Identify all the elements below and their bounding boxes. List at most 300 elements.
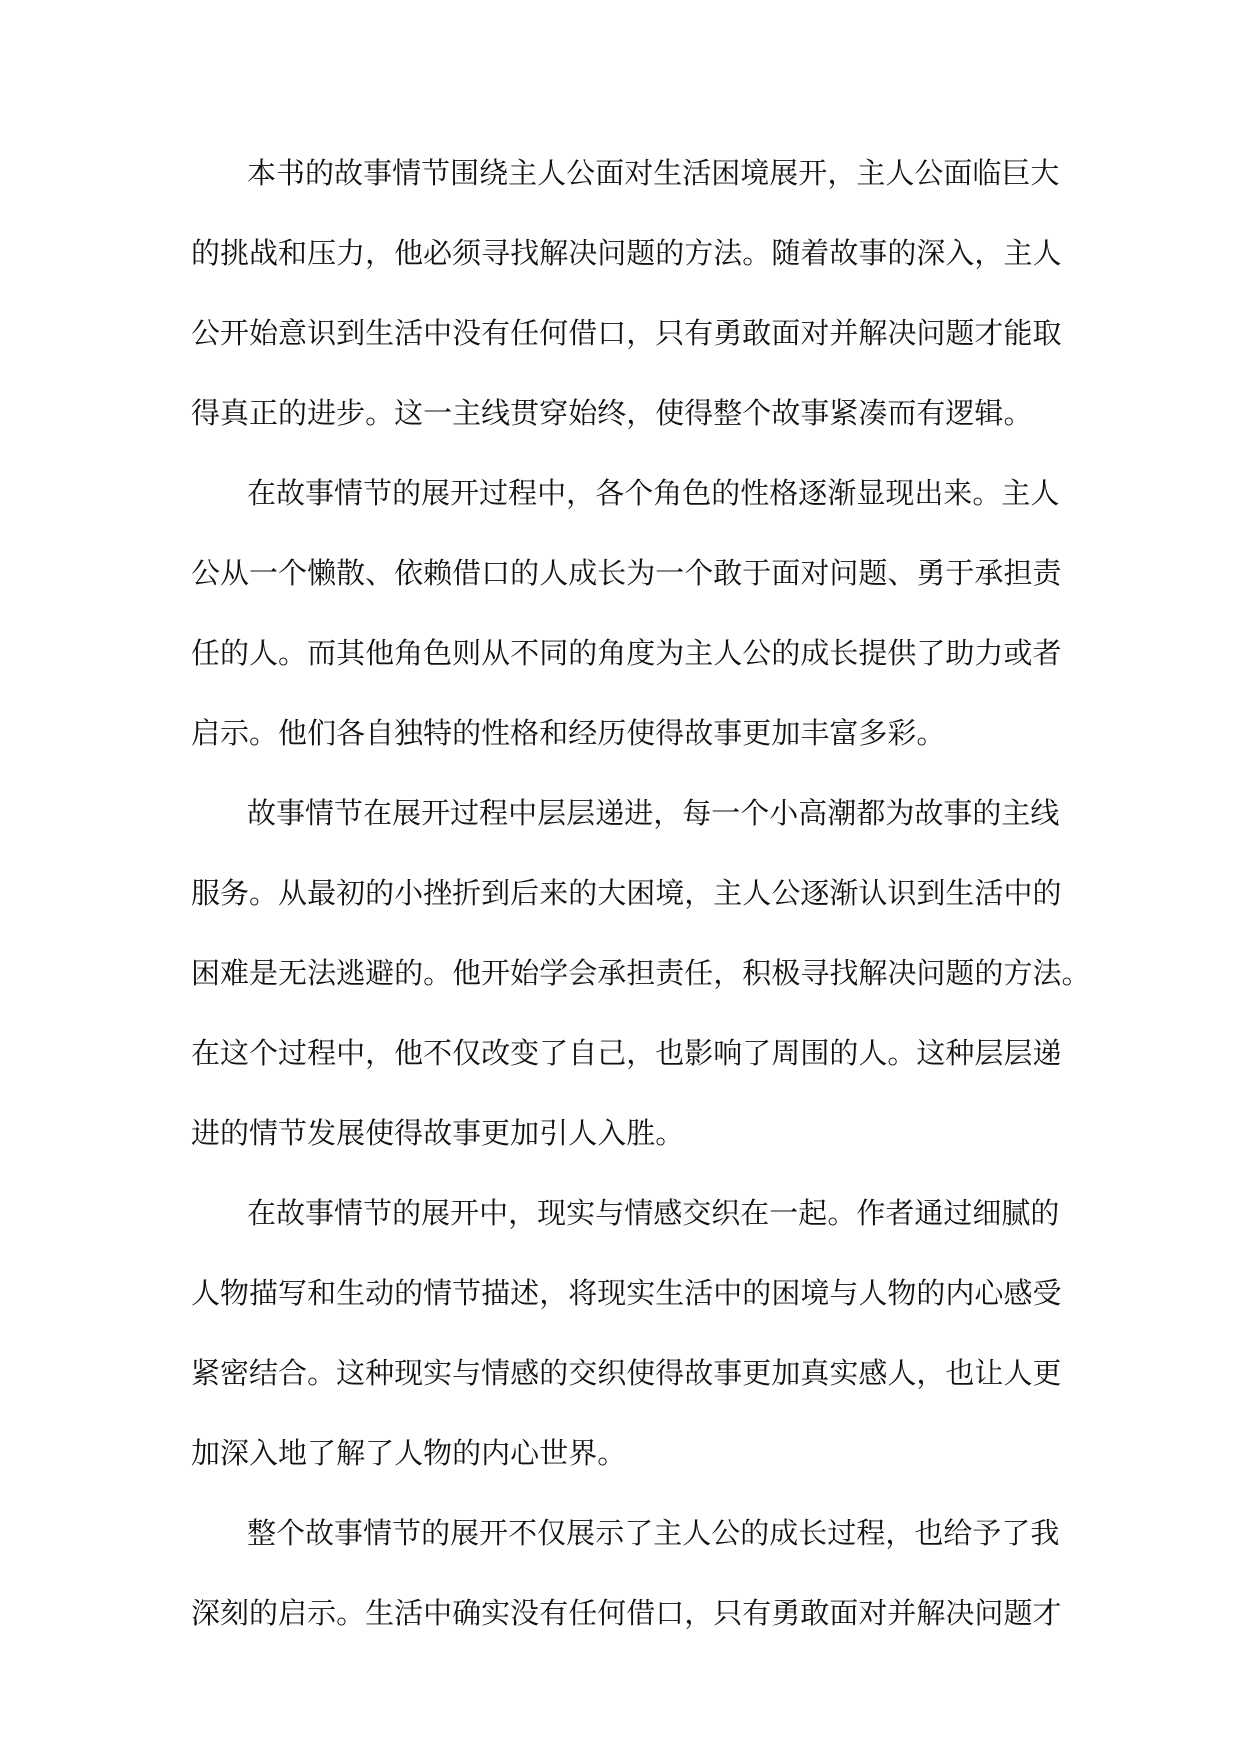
- text-line: [191, 1502, 1060, 1582]
- text-glyph: 有: [742, 1596, 772, 1630]
- text-glyph: 正: [249, 396, 279, 430]
- text-glyph: 的: [539, 1356, 569, 1390]
- text-glyph: 会: [568, 956, 598, 990]
- text-glyph: 各: [595, 476, 625, 510]
- text-glyph: 到: [336, 316, 366, 350]
- text-glyph: 逐: [800, 876, 830, 910]
- text-glyph: 和: [278, 236, 308, 270]
- text-glyph: 程: [479, 796, 509, 830]
- text-glyph: 地: [278, 1436, 308, 1470]
- text-glyph: 节: [334, 796, 364, 830]
- text-glyph: 敢: [742, 316, 772, 350]
- text-glyph: 解: [539, 236, 569, 270]
- text-glyph: 在: [247, 1196, 277, 1230]
- text-glyph: 事: [305, 476, 335, 510]
- text-glyph: 并: [829, 316, 859, 350]
- text-glyph: 使: [626, 716, 656, 750]
- text-glyph: ，: [539, 1276, 569, 1310]
- text-glyph: 贯: [510, 396, 540, 430]
- text-glyph: 程: [307, 1036, 337, 1070]
- text-glyph: 有: [539, 1596, 569, 1630]
- text-glyph: 境: [655, 876, 685, 910]
- text-glyph: 开: [421, 796, 451, 830]
- text-glyph: 从: [220, 556, 250, 590]
- text-glyph: 则: [452, 636, 482, 670]
- text-glyph: 故: [914, 796, 944, 830]
- text-glyph: 角: [597, 636, 627, 670]
- text-glyph: 发: [307, 1116, 337, 1150]
- text-glyph: 境: [800, 1276, 830, 1310]
- text-glyph: 小: [769, 796, 799, 830]
- text-glyph: 。: [827, 1196, 857, 1230]
- text-glyph: 开: [479, 1516, 509, 1550]
- text-glyph: 公: [771, 876, 801, 910]
- text-glyph: 生: [365, 1596, 395, 1630]
- text-glyph: 题: [1003, 1596, 1033, 1630]
- text-glyph: 面: [829, 1596, 859, 1630]
- text-glyph: 渐: [829, 876, 859, 910]
- text-glyph: 这: [336, 1356, 366, 1390]
- text-glyph: 色: [682, 476, 712, 510]
- text-glyph: 最: [307, 876, 337, 910]
- text-glyph: 的: [742, 1276, 772, 1310]
- text-glyph: 活: [682, 156, 712, 190]
- text-glyph: 与: [829, 1276, 859, 1310]
- text-glyph: 过: [278, 1036, 308, 1070]
- text-glyph: 人: [394, 1436, 424, 1470]
- text-glyph: 的: [974, 956, 1004, 990]
- text-glyph: 这: [916, 1036, 946, 1070]
- text-glyph: 、: [365, 556, 395, 590]
- text-glyph: 展: [450, 1516, 480, 1550]
- text-glyph: 腻: [1001, 1196, 1031, 1230]
- text-glyph: 问: [916, 316, 946, 350]
- text-glyph: 没: [452, 316, 482, 350]
- text-glyph: 同: [539, 636, 569, 670]
- text-glyph: 展: [421, 476, 451, 510]
- text-glyph: 角: [653, 476, 683, 510]
- text-glyph: 的: [392, 476, 422, 510]
- text-glyph: 他: [394, 1036, 424, 1070]
- text-glyph: 现: [394, 1356, 424, 1390]
- text-glyph: 角: [394, 636, 424, 670]
- text-glyph: 情: [249, 1116, 279, 1150]
- text-glyph: 改: [481, 1036, 511, 1070]
- text-glyph: 心: [974, 1276, 1004, 1310]
- text-glyph: 一: [769, 1196, 799, 1230]
- text-glyph: 启: [278, 1596, 308, 1630]
- text-glyph: 不: [423, 1036, 453, 1070]
- text-glyph: 情: [334, 476, 364, 510]
- text-glyph: 使: [365, 1116, 395, 1150]
- text-glyph: 困: [711, 156, 741, 190]
- text-glyph: 的: [452, 1436, 482, 1470]
- text-glyph: 变: [510, 1036, 540, 1070]
- text-glyph: 面: [771, 316, 801, 350]
- text-glyph: ，: [684, 876, 714, 910]
- text-glyph: 格: [769, 476, 799, 510]
- text-glyph: 任: [191, 636, 221, 670]
- text-glyph: 开: [450, 476, 480, 510]
- text-glyph: 勇: [916, 556, 946, 590]
- text-glyph: 。: [307, 1356, 337, 1390]
- document-body: [191, 142, 1091, 1662]
- text-glyph: 节: [363, 476, 393, 510]
- text-glyph: 决: [887, 316, 917, 350]
- text-glyph: 逃: [336, 956, 366, 990]
- text-glyph: 仅: [452, 1036, 482, 1070]
- text-glyph: 活: [974, 876, 1004, 910]
- text-glyph: ，: [713, 956, 743, 990]
- text-glyph: 能: [1003, 316, 1033, 350]
- text-glyph: 人: [887, 1356, 917, 1390]
- text-glyph: 的: [655, 236, 685, 270]
- text-line: [191, 1582, 1062, 1662]
- text-glyph: 事: [305, 1196, 335, 1230]
- text-glyph: 事: [334, 1516, 364, 1550]
- text-glyph: 。: [1061, 956, 1091, 990]
- text-glyph: 得: [655, 1356, 685, 1390]
- text-glyph: 胜: [626, 1116, 656, 1150]
- text-glyph: 程: [856, 1516, 886, 1550]
- text-glyph: 题: [626, 236, 656, 270]
- text-glyph: 故: [684, 716, 714, 750]
- text-glyph: 小: [394, 876, 424, 910]
- text-glyph: 者: [885, 1196, 915, 1230]
- text-glyph: 绕: [479, 156, 509, 190]
- text-glyph: 事: [800, 396, 830, 430]
- text-glyph: 大: [1030, 156, 1060, 190]
- text-glyph: 情: [624, 1196, 654, 1230]
- text-glyph: ，: [626, 1036, 656, 1070]
- text-glyph: 散: [336, 556, 366, 590]
- text-glyph: 是: [249, 956, 279, 990]
- text-glyph: 敢: [713, 556, 743, 590]
- text-glyph: 进: [624, 796, 654, 830]
- text-glyph: 了: [365, 1436, 395, 1470]
- text-glyph: 一: [655, 556, 685, 590]
- text-glyph: 何: [597, 1596, 627, 1630]
- text-glyph: 给: [943, 1516, 973, 1550]
- text-glyph: 。: [742, 236, 772, 270]
- text-glyph: 书: [276, 156, 306, 190]
- text-glyph: 主: [713, 876, 743, 910]
- text-glyph: 从: [278, 876, 308, 910]
- text-glyph: 感: [858, 1356, 888, 1390]
- text-glyph: 使: [655, 396, 685, 430]
- text-glyph: 人: [1003, 1356, 1033, 1390]
- text-glyph: 实: [626, 1276, 656, 1310]
- text-glyph: 的: [394, 1276, 424, 1310]
- text-glyph: 事: [713, 1356, 743, 1390]
- text-glyph: 人: [568, 1116, 598, 1150]
- text-glyph: ，: [974, 236, 1004, 270]
- text-glyph: 问: [974, 1596, 1004, 1630]
- text-glyph: 也: [914, 1516, 944, 1550]
- text-glyph: 实: [423, 1356, 453, 1390]
- text-glyph: 何: [539, 316, 569, 350]
- text-glyph: 现: [537, 1196, 567, 1230]
- text-glyph: 的: [421, 1516, 451, 1550]
- text-glyph: 细: [972, 1196, 1002, 1230]
- text-glyph: 活: [394, 316, 424, 350]
- text-glyph: 自: [568, 1036, 598, 1070]
- text-glyph: 实: [481, 1596, 511, 1630]
- text-glyph: 口: [655, 1596, 685, 1630]
- text-glyph: 服: [191, 876, 221, 910]
- text-glyph: 本: [247, 156, 277, 190]
- text-glyph: 作: [856, 1196, 886, 1230]
- text-glyph: 确: [452, 1596, 482, 1630]
- text-glyph: 避: [365, 956, 395, 990]
- text-glyph: 才: [974, 316, 1004, 350]
- text-glyph: 寻: [800, 956, 830, 990]
- text-glyph: 事: [713, 716, 743, 750]
- text-glyph: 节: [452, 1276, 482, 1310]
- text-line: [191, 942, 1091, 1022]
- text-glyph: 只: [713, 1596, 743, 1630]
- text-glyph: 口: [481, 556, 511, 590]
- text-glyph: 得: [191, 396, 221, 430]
- text-glyph: 的: [1032, 876, 1062, 910]
- text-glyph: 人: [885, 156, 915, 190]
- text-glyph: 积: [742, 956, 772, 990]
- text-glyph: 围: [800, 1036, 830, 1070]
- text-glyph: 中: [479, 1196, 509, 1230]
- text-glyph: 线: [1030, 796, 1060, 830]
- text-glyph: 只: [655, 316, 685, 350]
- text-glyph: 依: [394, 556, 424, 590]
- text-glyph: 或: [1003, 636, 1033, 670]
- text-glyph: 的: [887, 236, 917, 270]
- text-glyph: 生: [336, 1276, 366, 1310]
- text-line: [191, 462, 1060, 542]
- text-glyph: 加: [191, 1436, 221, 1470]
- text-glyph: 情: [481, 1356, 511, 1390]
- text-glyph: 人: [539, 556, 569, 590]
- text-glyph: 故: [423, 1116, 453, 1150]
- text-glyph: 结: [249, 1356, 279, 1390]
- text-glyph: 物: [423, 1436, 453, 1470]
- text-glyph: 一: [423, 396, 453, 430]
- text-glyph: 问: [597, 236, 627, 270]
- text-line: [191, 222, 1062, 302]
- text-glyph: 的: [1030, 1196, 1060, 1230]
- text-glyph: 故: [305, 1516, 335, 1550]
- text-glyph: 问: [916, 956, 946, 990]
- text-glyph: 这: [220, 1036, 250, 1070]
- text-glyph: 方: [684, 236, 714, 270]
- text-glyph: 己: [597, 1036, 627, 1070]
- text-glyph: 境: [740, 156, 770, 190]
- text-glyph: 予: [972, 1516, 1002, 1550]
- text-glyph: 深: [220, 1436, 250, 1470]
- text-glyph: 其: [336, 636, 366, 670]
- text-glyph: 公: [191, 316, 221, 350]
- text-glyph: 整: [713, 396, 743, 430]
- text-glyph: 的: [916, 1276, 946, 1310]
- text-glyph: 没: [510, 1596, 540, 1630]
- text-glyph: 。: [972, 476, 1002, 510]
- text-glyph: 开: [481, 956, 511, 990]
- text-glyph: 紧: [191, 1356, 221, 1390]
- text-glyph: 长: [829, 636, 859, 670]
- text-glyph: ，: [684, 1596, 714, 1630]
- text-glyph: 高: [798, 796, 828, 830]
- text-glyph: 法: [713, 236, 743, 270]
- text-glyph: 更: [1032, 1356, 1062, 1390]
- text-glyph: 到: [481, 876, 511, 910]
- text-glyph: 节: [421, 156, 451, 190]
- text-glyph: ，: [653, 796, 683, 830]
- text-glyph: 影: [684, 1036, 714, 1070]
- text-glyph: 来: [943, 476, 973, 510]
- text-glyph: 更: [742, 1356, 772, 1390]
- text-glyph: 对: [858, 1596, 888, 1630]
- text-glyph: 和: [539, 716, 569, 750]
- text-glyph: 人: [858, 1276, 888, 1310]
- text-glyph: 决: [568, 236, 598, 270]
- text-glyph: 交: [568, 1356, 598, 1390]
- text-glyph: 他: [365, 636, 395, 670]
- text-glyph: 活: [394, 1596, 424, 1630]
- text-glyph: 个: [624, 476, 654, 510]
- text-glyph: 个: [740, 796, 770, 830]
- text-glyph: 实: [829, 1356, 859, 1390]
- text-glyph: 的: [249, 1596, 279, 1630]
- text-glyph: 。: [336, 1596, 366, 1630]
- text-glyph: 意: [278, 316, 308, 350]
- text-glyph: 的: [568, 636, 598, 670]
- text-glyph: 中: [423, 1596, 453, 1630]
- text-glyph: 与: [595, 1196, 625, 1230]
- text-glyph: 得: [684, 396, 714, 430]
- text-line: [191, 782, 1060, 862]
- text-glyph: 物: [220, 1276, 250, 1310]
- text-glyph: 描: [249, 1276, 279, 1310]
- text-glyph: 事: [363, 156, 393, 190]
- text-glyph: 刻: [220, 1596, 250, 1630]
- text-glyph: 人: [191, 1276, 221, 1310]
- text-glyph: 公: [191, 556, 221, 590]
- text-glyph: 。: [916, 716, 946, 750]
- text-glyph: 加: [771, 716, 801, 750]
- text-glyph: 更: [481, 1116, 511, 1150]
- text-glyph: 故: [334, 156, 364, 190]
- text-glyph: 示: [307, 1596, 337, 1630]
- text-glyph: 加: [771, 1356, 801, 1390]
- text-glyph: 在: [363, 796, 393, 830]
- text-glyph: 主: [1001, 796, 1031, 830]
- text-glyph: 合: [278, 1356, 308, 1390]
- text-glyph: 让: [974, 1356, 1004, 1390]
- text-glyph: 的: [829, 1036, 859, 1070]
- text-glyph: 勇: [713, 316, 743, 350]
- text-glyph: 富: [829, 716, 859, 750]
- text-glyph: 将: [568, 1276, 598, 1310]
- text-glyph: 多: [858, 716, 888, 750]
- text-glyph: 。: [655, 1116, 685, 1150]
- text-glyph: 丰: [800, 716, 830, 750]
- text-glyph: 人: [537, 156, 567, 190]
- text-line: [191, 1262, 1062, 1342]
- text-glyph: 现: [597, 1276, 627, 1310]
- text-glyph: 面: [595, 156, 625, 190]
- text-glyph: 展: [421, 1196, 451, 1230]
- text-glyph: 情: [363, 1516, 393, 1550]
- text-glyph: 情: [392, 156, 422, 190]
- text-line: [191, 862, 1062, 942]
- text-glyph: 着: [800, 236, 830, 270]
- text-glyph: 问: [829, 556, 859, 590]
- text-glyph: 世: [539, 1436, 569, 1470]
- text-glyph: 内: [945, 1276, 975, 1310]
- text-glyph: 必: [423, 236, 453, 270]
- text-glyph: 物: [887, 1276, 917, 1310]
- text-glyph: 经: [568, 716, 598, 750]
- text-glyph: 取: [1032, 316, 1062, 350]
- text-glyph: 开: [798, 156, 828, 190]
- text-glyph: 围: [450, 156, 480, 190]
- text-glyph: 人: [249, 636, 279, 670]
- text-glyph: 事: [943, 796, 973, 830]
- text-glyph: 的: [278, 396, 308, 430]
- text-glyph: 深: [916, 236, 946, 270]
- text-glyph: 层: [974, 1036, 1004, 1070]
- text-glyph: 心: [510, 1436, 540, 1470]
- text-glyph: 任: [510, 316, 540, 350]
- text-glyph: 面: [943, 156, 973, 190]
- text-glyph: 任: [568, 1596, 598, 1630]
- text-glyph: 。: [1003, 396, 1033, 430]
- text-glyph: ，: [626, 396, 656, 430]
- text-glyph: ，: [885, 1516, 915, 1550]
- text-glyph: 主: [684, 636, 714, 670]
- text-glyph: 决: [887, 956, 917, 990]
- text-glyph: 解: [858, 316, 888, 350]
- text-glyph: 展: [566, 1516, 596, 1550]
- text-glyph: 开: [220, 316, 250, 350]
- text-glyph: 逐: [798, 476, 828, 510]
- text-glyph: 一: [711, 796, 741, 830]
- text-glyph: 述: [510, 1276, 540, 1310]
- text-glyph: 找: [829, 956, 859, 990]
- text-glyph: 和: [307, 1276, 337, 1310]
- text-glyph: 中: [336, 1036, 366, 1070]
- text-glyph: 压: [307, 236, 337, 270]
- text-glyph: 于: [742, 556, 772, 590]
- text-glyph: 真: [220, 396, 250, 430]
- text-glyph: 成: [769, 1516, 799, 1550]
- text-glyph: 主: [856, 156, 886, 190]
- text-glyph: 节: [363, 1196, 393, 1230]
- text-glyph: 了: [307, 1436, 337, 1470]
- text-glyph: 对: [800, 316, 830, 350]
- text-glyph: 感: [653, 1196, 683, 1230]
- text-glyph: 责: [1032, 556, 1062, 590]
- text-glyph: ，: [827, 156, 857, 190]
- text-glyph: 困: [626, 876, 656, 910]
- text-glyph: 的: [220, 636, 250, 670]
- text-glyph: 中: [423, 316, 453, 350]
- text-glyph: 递: [1032, 1036, 1062, 1070]
- text-glyph: 凑: [858, 396, 888, 430]
- text-glyph: 口: [597, 316, 627, 350]
- text-glyph: 界: [568, 1436, 598, 1470]
- text-glyph: 动: [365, 1276, 395, 1310]
- text-glyph: 。: [278, 636, 308, 670]
- text-glyph: 临: [972, 156, 1002, 190]
